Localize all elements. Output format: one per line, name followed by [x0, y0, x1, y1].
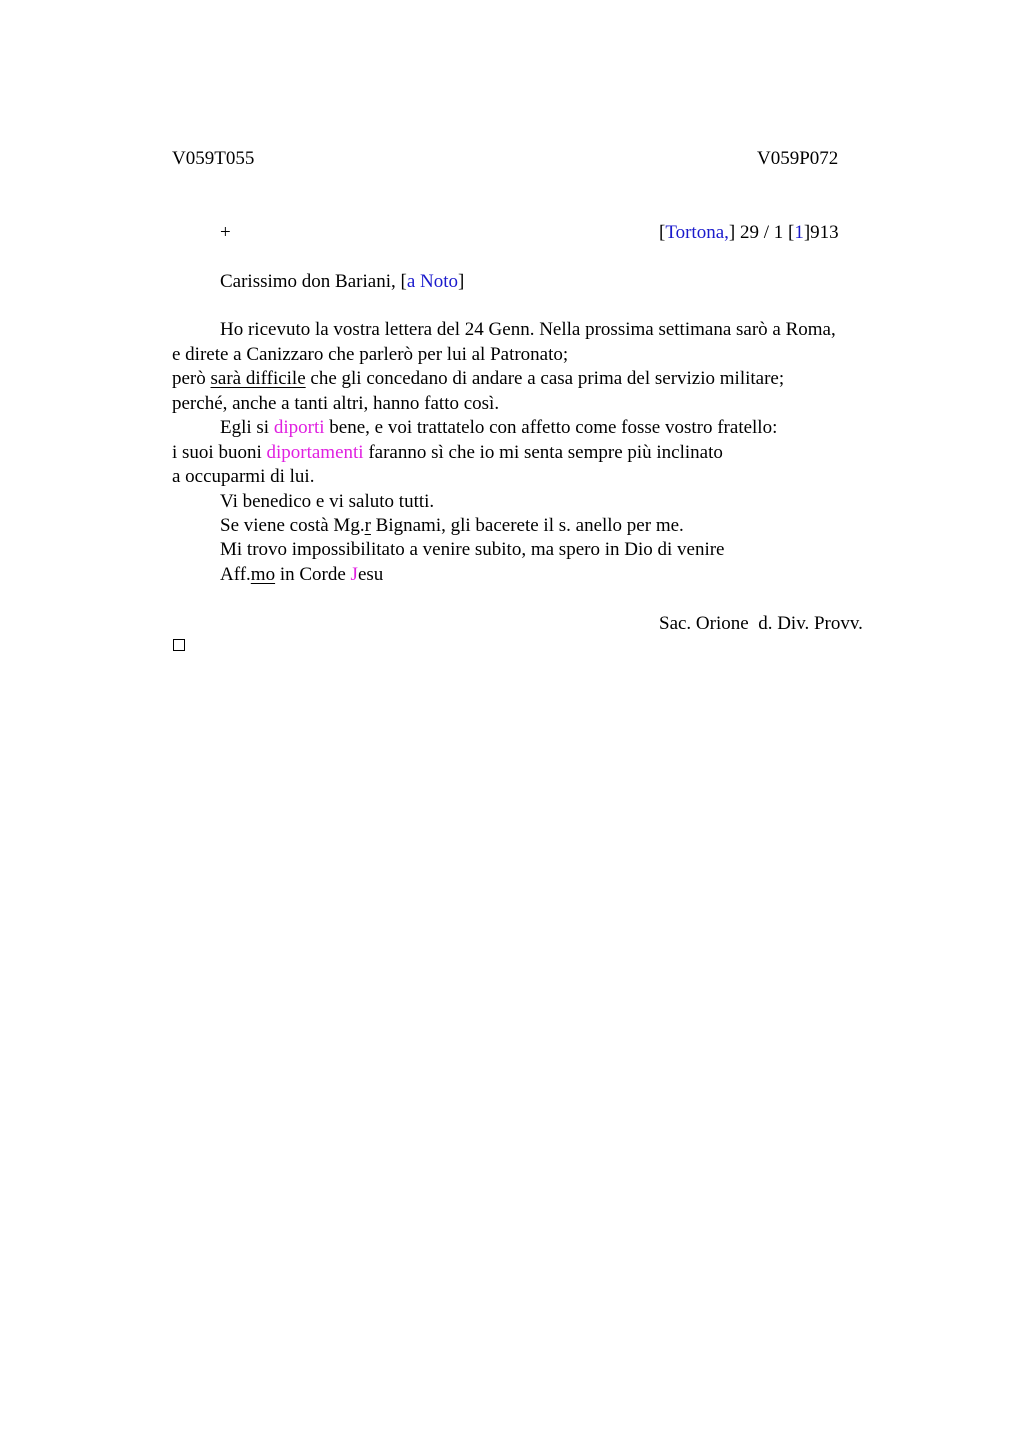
- year-rest: ]913: [803, 222, 839, 243]
- body-line-3-a: però: [172, 368, 211, 389]
- body-line-9-underlined: r: [364, 515, 371, 536]
- body-line-6-b: faranno sì che io mi senta sempre più inclinato: [363, 442, 723, 463]
- checkbox-glyph: [173, 639, 185, 651]
- salutation-text: Carissimo don Bariani, [: [220, 271, 407, 292]
- signature-text: Sac. Orione d. Div. Provv.: [659, 613, 863, 634]
- year-digit: 1: [794, 222, 804, 243]
- body-line-8: Vi benedico e vi saluto tutti.: [220, 491, 435, 512]
- body-line-3-b: che gli concedano di andare a casa prima del servizio militare;: [305, 368, 785, 389]
- closing-b: in Corde: [275, 564, 351, 585]
- body-line-6-a: i suoi buoni: [172, 442, 267, 463]
- place-date: [659, 223, 839, 242]
- salutation-dest: a Noto: [406, 271, 458, 292]
- salutation: [220, 272, 464, 291]
- cross-mark: +: [220, 222, 231, 243]
- body-line-1: Ho ricevuto la vostra lettera del 24 Genn. Nella prossima settimana sarò a Roma,: [220, 319, 836, 340]
- body-line-7: a occuparmi di lui.: [172, 466, 315, 487]
- place-open: [: [659, 222, 666, 243]
- body-line-3-underlined: sarà difficile: [210, 368, 306, 389]
- signature: [659, 614, 863, 633]
- closing-c: esu: [357, 564, 384, 585]
- salutation-close: ]: [458, 271, 465, 292]
- body-line-6: [172, 443, 723, 462]
- place-name: Tortona,: [665, 222, 729, 243]
- body-line-2: e direte a Canizzaro che parlerò per lui al Patronato;: [172, 344, 569, 365]
- body-line-5-b: bene, e voi trattatelo con affetto come fosse vostro fratello:: [324, 417, 778, 438]
- date-text: ] 29 / 1 [: [728, 222, 795, 243]
- closing-a: Aff.: [220, 564, 251, 585]
- body-line-9-a: Se viene costà Mg.: [220, 515, 365, 536]
- body-line-3: [172, 369, 784, 388]
- body-line-5-a: Egli si: [220, 417, 274, 438]
- body-line-10: Mi trovo impossibilitato a venire subito, ma spero in Dio di venire: [220, 539, 725, 560]
- header-left-code: V059T055: [172, 148, 255, 169]
- body-line-9-b: Bignami, gli bacerete il s. anello per me.: [370, 515, 684, 536]
- body-line-9: [220, 516, 684, 535]
- body-line-4: perché, anche a tanti altri, hanno fatto così.: [172, 393, 500, 414]
- closing-underlined: mo: [250, 564, 276, 585]
- body-line-5: [220, 418, 777, 437]
- header-right-code: V059P072: [757, 148, 839, 169]
- closing-line: [220, 565, 383, 584]
- closing-highlight: J: [350, 564, 358, 585]
- body-line-5-highlight: diporti: [273, 417, 325, 438]
- body-line-6-highlight: diportamenti: [266, 442, 364, 463]
